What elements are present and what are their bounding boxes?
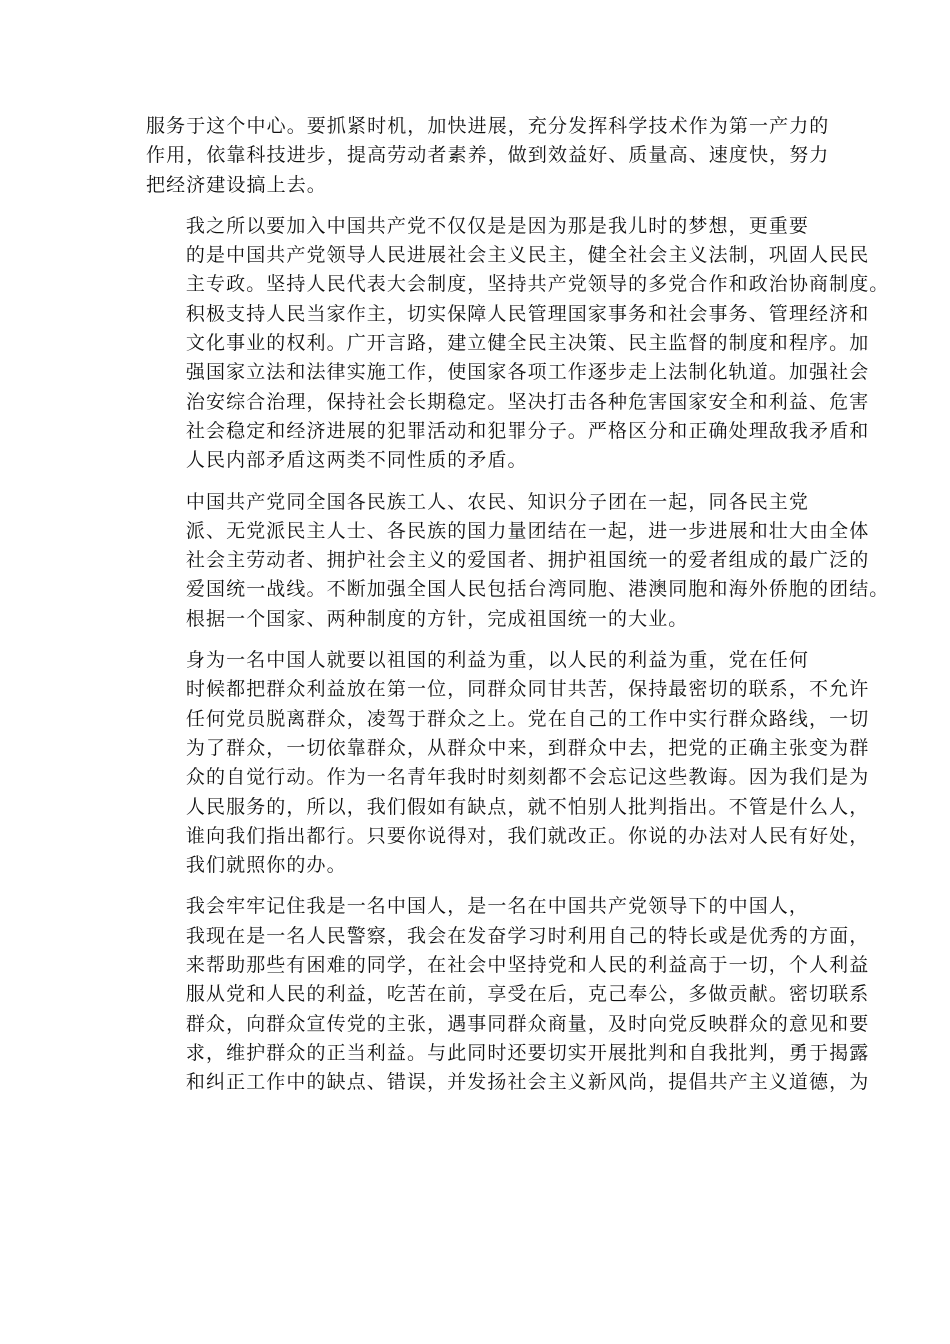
text-line: 我会牢牢记住我是一名中国人，是一名在中国共产党领导下的中国人，	[185, 895, 809, 918]
text-line: 身为一名中国人就要以祖国的利益为重，以人民的利益为重，党在任何	[185, 649, 809, 672]
text-line: 派、无党派民主人士、各民族的国力量团结在一起，进一步进展和壮大由全体	[185, 519, 870, 542]
text-line: 爱国统一战线。不断加强全国人民包括台湾同胞、港澳同胞和海外侨胞的团结。	[185, 578, 890, 601]
text-line: 把经济建设搞上去。	[146, 173, 327, 196]
text-line: 中国共产党同全国各民族工人、农民、知识分子团在一起，同各民主党	[185, 490, 809, 513]
text-line: 的是中国共产党领导人民进展社会主义民主，健全社会主义法制，巩固人民民	[185, 244, 870, 267]
paragraph-5	[146, 892, 870, 1097]
text-line: 根据一个国家、两种制度的方针，完成祖国统一的大业。	[185, 607, 689, 630]
text-line: 来帮助那些有困难的同学，在社会中坚持党和人民的利益高于一切，个人利益	[185, 954, 870, 977]
text-line: 我们就照你的办。	[185, 854, 347, 877]
text-line: 为了群众，一切依靠群众，从群众中来，到群众中去，把党的正确主张变为群	[185, 736, 870, 759]
text-line: 社会主劳动者、拥护社会主义的爱国者、拥护祖国统一的爱者组成的最广泛的	[185, 549, 870, 572]
text-line: 主专政。坚持人民代表大会制度，坚持共产党领导的多党合作和政治协商制度。	[185, 273, 890, 296]
text-line: 我现在是一名人民警察，我会在发奋学习时利用自己的特长或是优秀的方面，	[185, 924, 870, 947]
text-line: 任何党员脱离群众，凌驾于群众之上。党在自己的工作中实行群众路线，一切	[185, 707, 870, 730]
paragraph-1	[146, 112, 830, 200]
text-line: 治安综合治理，保持社会长期稳定。坚决打击各种危害国家安全和利益、危害	[185, 390, 870, 413]
text-line: 文化事业的权利。广开言路，建立健全民主决策、民主监督的制度和程序。加	[185, 332, 870, 355]
text-line: 时候都把群众利益放在第一位，同群众同甘共苦，保持最密切的联系，不允许	[185, 678, 870, 701]
text-line: 我之所以要加入中国共产党不仅仅是是因为那是我儿时的梦想，更重要	[185, 214, 809, 237]
paragraph-2	[146, 212, 890, 476]
text-line: 服务于这个中心。要抓紧时机，加快进展，充分发挥科学技术作为第一产力的	[146, 115, 830, 137]
text-line: 群众，向群众宣传党的主张，遇事同群众商量，及时向党反映群众的意见和要	[185, 1012, 870, 1035]
document-page	[146, 112, 890, 1110]
text-line: 人民服务的，所以，我们假如有缺点，就不怕别人批判指出。不管是什么人，	[185, 795, 870, 818]
text-line: 服从党和人民的利益，吃苦在前，享受在后，克己奉公，多做贡献。密切联系	[185, 983, 870, 1006]
text-line: 求，维护群众的正当利益。与此同时还要切实开展批判和自我批判，勇于揭露	[185, 1041, 870, 1064]
text-line: 众的自觉行动。作为一名青年我时时刻刻都不会忘记这些教诲。因为我们是为	[185, 766, 870, 789]
text-line: 谁向我们指出都行。只要你说得对，我们就改正。你说的办法对人民有好处，	[185, 824, 870, 847]
paragraph-3	[146, 488, 890, 634]
text-line: 人民内部矛盾这两类不同性质的矛盾。	[185, 449, 528, 472]
text-line: 积极支持人民当家作主，切实保障人民管理国家事务和社会事务、管理经济和	[185, 302, 870, 325]
text-line: 强国家立法和法律实施工作，使国家各项工作逐步走上法制化轨道。加强社会	[185, 361, 870, 384]
text-line: 和纠正工作中的缺点、错误，并发扬社会主义新风尚，提倡共产主义道德，为	[185, 1071, 870, 1094]
text-line: 社会稳定和经济进展的犯罪活动和犯罪分子。严格区分和正确处理敌我矛盾和	[185, 419, 870, 442]
paragraph-4	[146, 646, 870, 880]
text-line: 作用，依靠科技进步，提高劳动者素养，做到效益好、质量高、速度快，努力	[146, 144, 830, 167]
